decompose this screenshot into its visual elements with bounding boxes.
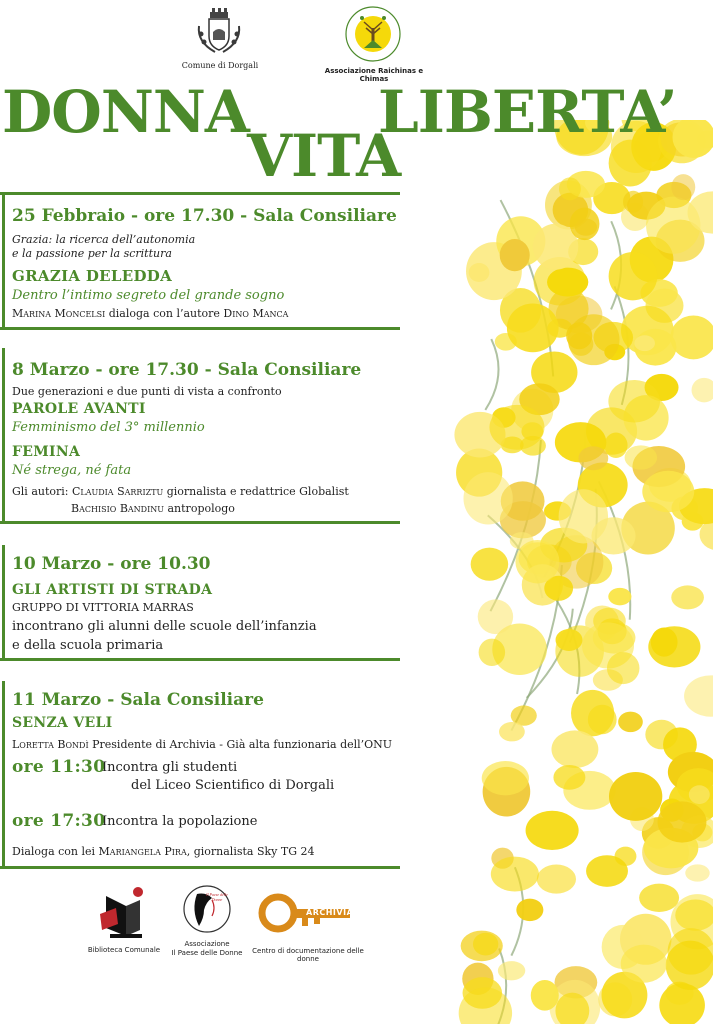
title-liberta: LIBERTA’ xyxy=(378,78,677,146)
event-2-intro: Due generazioni e due punti di vista a confronto xyxy=(12,385,282,398)
mimosa-blossom xyxy=(609,772,662,821)
event-2-author2-line xyxy=(71,502,235,515)
mimosa-blossom xyxy=(570,208,600,241)
mimosa-blossom xyxy=(621,945,667,983)
event-4-bar xyxy=(2,681,5,868)
mimosa-blossom xyxy=(609,252,658,300)
mimosa-stem xyxy=(485,339,498,410)
mimosa-blossom xyxy=(608,588,631,606)
paese-donne-label-2: Il Paese delle Donne xyxy=(171,949,243,957)
event-2-heading: 8 Marzo - ore 17.30 - Sala Consiliare xyxy=(12,360,362,380)
mimosa-blossom xyxy=(608,380,660,423)
event-3-line2: e della scuola primaria xyxy=(12,638,164,653)
event-2-book1: PAROLE AVANTI xyxy=(12,401,146,417)
mimosa-blossom xyxy=(551,730,598,768)
mimosa-blossom xyxy=(516,899,543,922)
mimosa-blossom xyxy=(586,855,628,887)
event-3-heading: 10 Marzo - ore 10.30 xyxy=(12,554,211,574)
mimosa-blossom xyxy=(671,174,695,200)
mimosa-blossom xyxy=(498,961,525,980)
biblioteca-label: Biblioteca Comunale xyxy=(87,946,161,954)
event-2-authors-prefix: Gli autori: xyxy=(12,485,72,498)
event-1-subject: GRAZIA DELEDDA xyxy=(12,267,173,285)
archivia-label: Centro di documentazione delle donne xyxy=(252,947,364,963)
event-2-book2: FEMINA xyxy=(12,444,81,460)
mimosa-blossom xyxy=(645,720,678,750)
event-4-time1-line2: del Liceo Scientifico di Dorgali xyxy=(131,778,335,793)
event-1-book: Dentro l’intimo segreto del grande sogno xyxy=(12,288,285,303)
event-4-speaker-line xyxy=(12,738,392,751)
event-3-line1: incontrano gli alunni delle scuole dell’infanzia xyxy=(12,619,317,634)
event-1-intro-line2: e la passione per la scrittura xyxy=(12,247,172,260)
mimosa-blossom xyxy=(473,933,498,956)
comune-crest-logo xyxy=(193,6,245,58)
event-1-credits xyxy=(12,307,288,320)
comune-label: Comune di Dorgali xyxy=(181,61,259,70)
title-donna: DONNA xyxy=(2,78,249,146)
event-1-person2: Dino Manca xyxy=(223,307,289,320)
divider-3 xyxy=(0,658,400,661)
mimosa-blossom xyxy=(553,765,585,790)
mimosa-blossom xyxy=(588,705,617,734)
mimosa-blossom xyxy=(526,811,579,850)
mimosa-blossom xyxy=(499,722,525,741)
mimosa-blossom xyxy=(559,177,581,200)
event-4-time1-line1: Incontra gli studenti xyxy=(102,760,238,775)
event-1-bar xyxy=(2,195,5,328)
mimosa-blossom xyxy=(671,585,704,609)
event-4-time1: ore 11:30 xyxy=(12,757,106,777)
mimosa-blossom xyxy=(642,471,694,513)
mimosa-blossom xyxy=(537,865,576,894)
event-4-heading: 11 Marzo - Sala Consiliare xyxy=(12,690,264,710)
event-4-time2: ore 17:30 xyxy=(12,811,106,831)
event-4-speaker: Loretta Bondì xyxy=(12,738,89,751)
mimosa-blossom xyxy=(634,335,655,351)
association-logo xyxy=(340,4,406,64)
mimosa-blossom xyxy=(618,712,643,732)
archivia-key-logo xyxy=(258,893,354,937)
event-1-intro-line1: Grazia: la ricerca dell’autonomia xyxy=(12,233,196,246)
mimosa-blossom xyxy=(531,980,559,1011)
paese-donne-badge-text: Il Paese delle Donne xyxy=(206,892,228,902)
divider-4 xyxy=(0,866,400,869)
mimosa-blossom xyxy=(507,304,559,353)
mimosa-blossom xyxy=(651,628,678,657)
mimosa-blossom xyxy=(658,801,707,842)
mimosa-blossom xyxy=(607,652,640,684)
mimosa-blossom xyxy=(478,599,513,634)
mimosa-blossom xyxy=(471,548,509,581)
mimosa-blossom xyxy=(689,785,710,804)
association-label: Associazione Raichinas e Chimas xyxy=(324,67,424,83)
mimosa-blossom xyxy=(489,405,544,450)
mimosa-blossom xyxy=(482,761,529,795)
paese-donne-label-1: Associazione xyxy=(184,940,230,948)
mimosa-blossom xyxy=(668,928,713,975)
mimosa-blossom xyxy=(566,322,592,349)
event-1-credits-mid: dialoga con l’autore xyxy=(105,307,224,320)
event-4-moderator-role: , giornalista Sky TG 24 xyxy=(186,845,315,858)
mimosa-blossom xyxy=(556,629,583,651)
biblioteca-logo xyxy=(96,884,152,942)
event-3-bar xyxy=(2,545,5,660)
divider-1 xyxy=(0,327,400,330)
event-2-author1-role: giornalista e redattrice Globalist xyxy=(163,485,349,498)
event-1-heading: 25 Febbraio - ore 17.30 - Sala Consiliare xyxy=(12,206,397,226)
mimosa-blossom xyxy=(659,983,705,1024)
mimosa-blossom xyxy=(578,446,608,470)
event-2-author1: Claudia Sarriztu xyxy=(71,485,164,498)
mimosa-blossom xyxy=(547,268,588,297)
event-2-authors xyxy=(12,485,349,498)
mimosa-blossom xyxy=(625,445,658,469)
mimosa-blossom xyxy=(639,884,679,912)
mimosa-blossom xyxy=(500,239,530,271)
mimosa-blossom xyxy=(692,378,713,402)
event-4-moderator: Mariangela Pira xyxy=(98,845,187,858)
archivia-badge-text: ARCHIVIA xyxy=(306,908,354,917)
mimosa-blossom xyxy=(463,472,512,524)
event-4-moderator-prefix: Dialoga con lei xyxy=(12,845,99,858)
mimosa-blossom xyxy=(685,864,709,881)
mimosa-blossom xyxy=(515,540,559,583)
event-4-moderator-line xyxy=(12,845,315,858)
mimosa-blossom xyxy=(491,857,539,892)
event-2-author2-role: antropologo xyxy=(164,502,235,515)
event-4-time2-text: Incontra la popolazione xyxy=(102,814,258,829)
mimosa-blossom xyxy=(684,675,713,716)
event-4-subject: SENZA VELI xyxy=(12,715,113,731)
paese-donne-logo xyxy=(182,884,232,934)
event-4-speaker-role: Presidente di Archivia - Già alta funzionaria dell’ONU xyxy=(88,738,393,751)
title-vita: VITA xyxy=(247,122,401,190)
event-2-bar xyxy=(2,348,5,523)
divider-top xyxy=(0,192,400,195)
mimosa-blossom xyxy=(479,639,505,666)
event-3-subject: GLI ARTISTI DI STRADA xyxy=(12,582,213,598)
event-2-author2: Bachisio Bandinu xyxy=(71,502,164,515)
divider-2 xyxy=(0,521,400,524)
event-2-book1-sub: Femminismo del 3° millennio xyxy=(12,420,205,435)
event-1-person1: Marina Moncelsi xyxy=(12,307,106,320)
mimosa-blossom xyxy=(670,315,713,359)
mimosa-blossom xyxy=(559,489,608,543)
event-3-group: GRUPPO DI VITTORIA MARRAS xyxy=(12,601,194,614)
mimosa-illustration xyxy=(400,120,713,1024)
event-2-book2-sub: Né strega, né fata xyxy=(12,463,132,478)
